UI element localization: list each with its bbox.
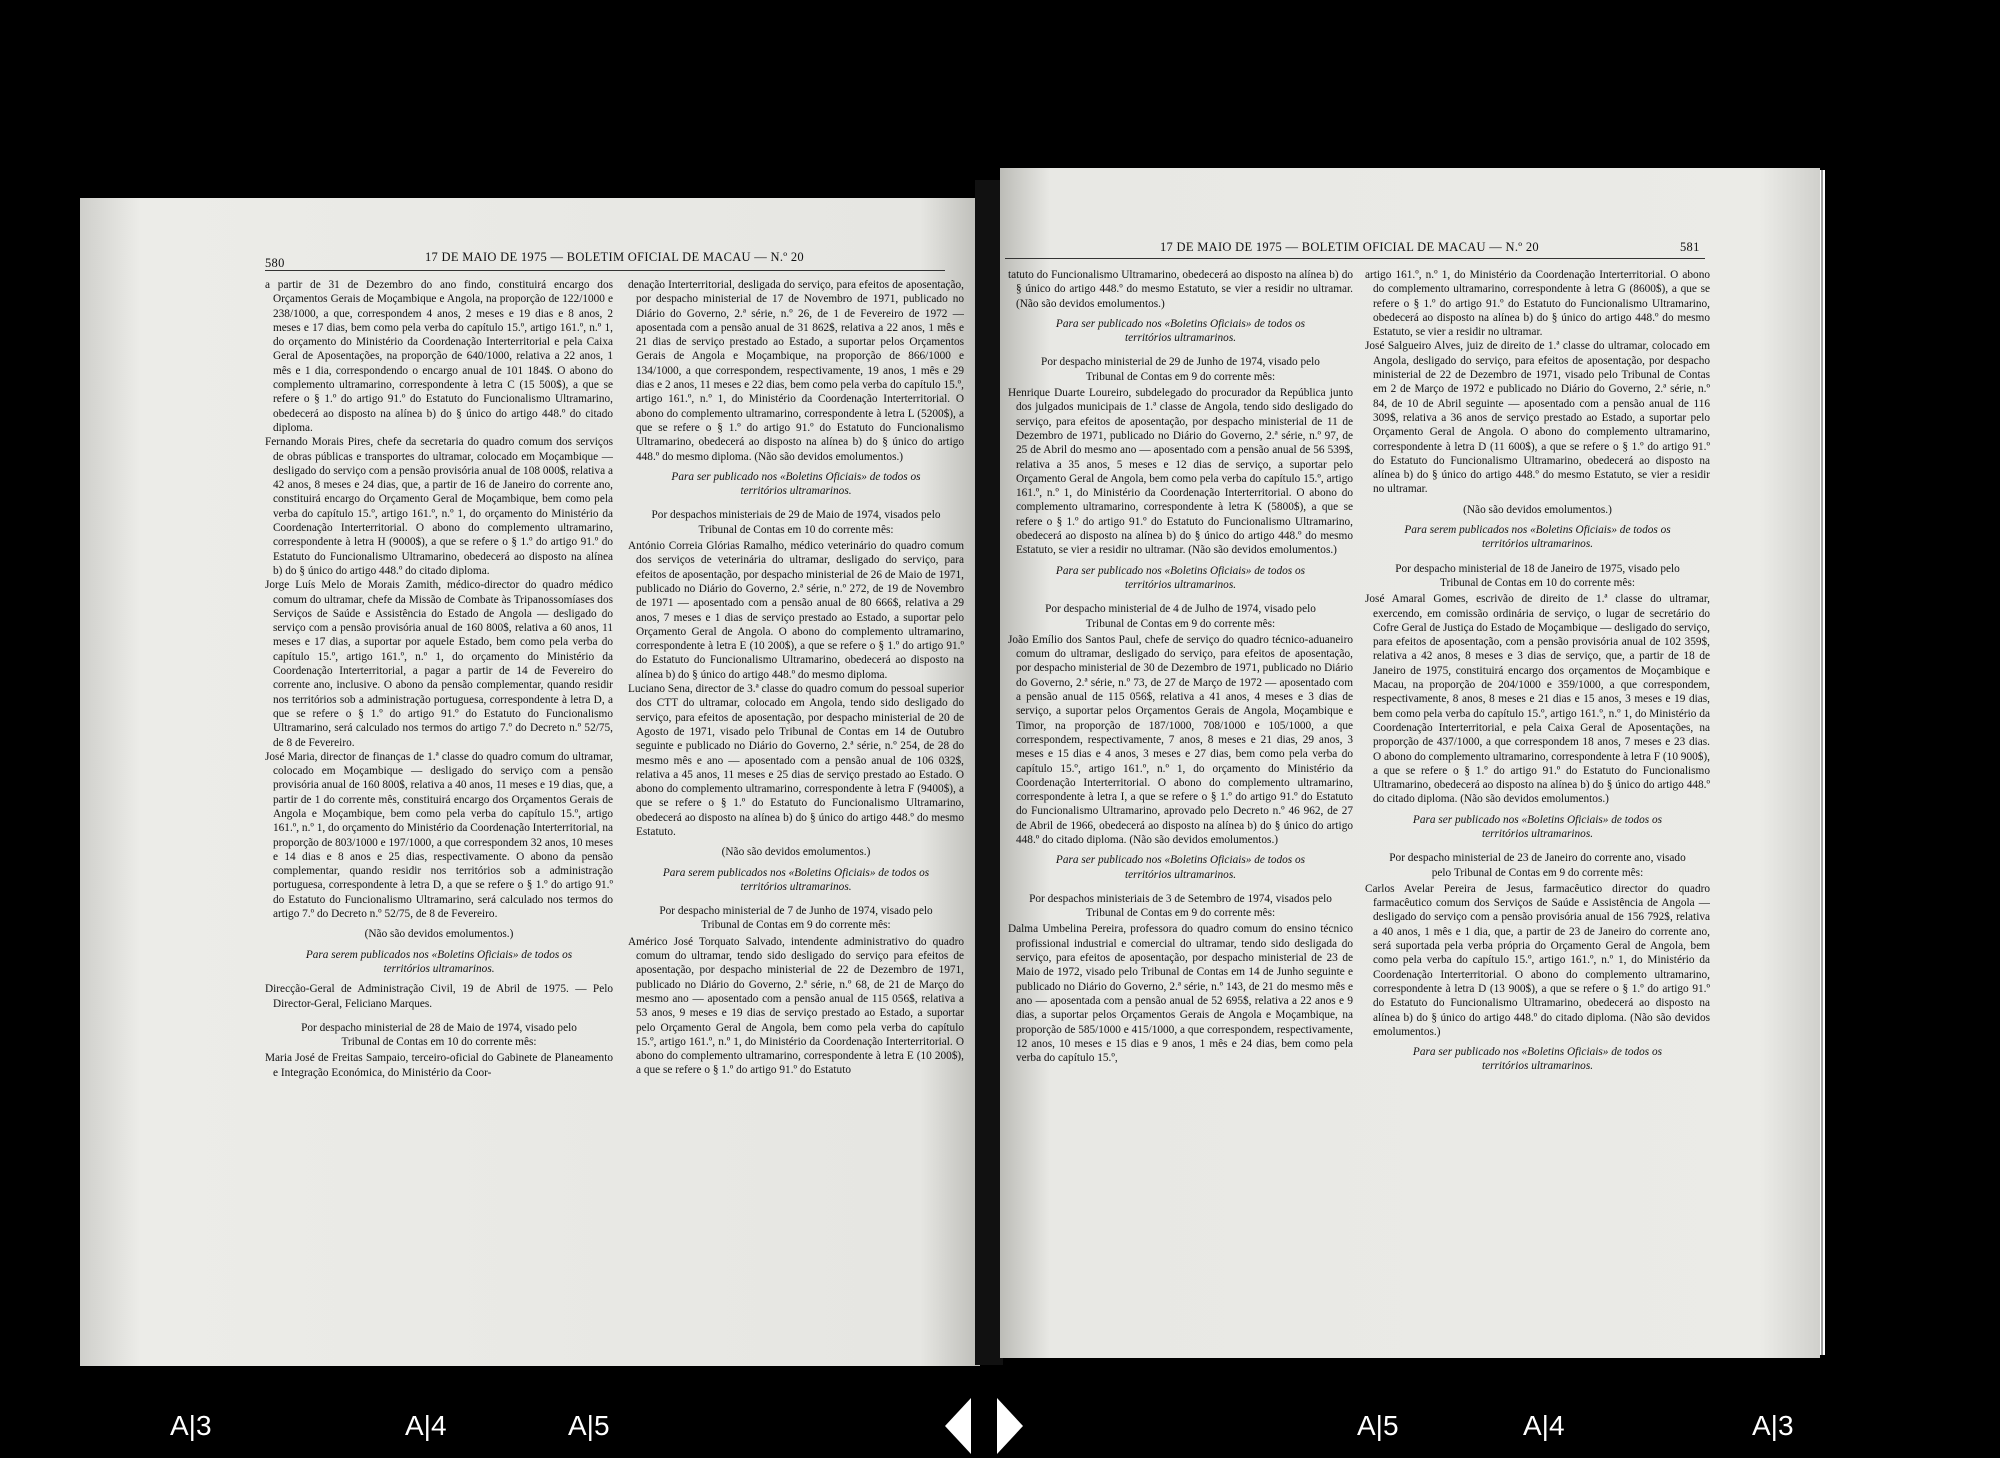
paragraph: tatuto do Funcionalismo Ultramarino, obedecerá ao disposto na alínea b) do § único do artigo 448.º do mesmo Estatuto, se vier a residir no ultramar. (Não são devidos emolumentos.): [1008, 269, 1353, 310]
publication-note: Para ser publicado nos «Boletins Oficiais» de todos os territórios ultramarinos.: [1412, 1046, 1663, 1073]
publication-note: Para ser publicado nos «Boletins Oficiais» de todos os territórios ultramarinos.: [1055, 564, 1306, 591]
publication-note: Para ser publicado nos «Boletins Oficiais» de todos os territórios ultramarinos.: [1055, 854, 1306, 881]
left-column-1: [265, 278, 613, 1318]
dispatch-heading: Por despacho ministerial de 23 de Janeiro do corrente ano, visado pelo Tribunal de Contas em 9 do corrente mês:: [1389, 852, 1686, 879]
publication-note: Para serem publicados nos «Boletins Oficiais» de todos os territórios ultramarinos.: [305, 948, 573, 975]
emoluments-note: (Não são devidos emolumentos.): [364, 928, 514, 941]
dispatch-heading: Por despacho ministerial de 28 de Maio de 1974, visado pelo Tribunal de Contas em 10 do corrente mês:: [301, 1021, 577, 1049]
paragraph: José Salgueiro Alves, juiz de direito de 1.ª classe do ultramar, colocado em Angola, desligado do serviço, para efeitos de aposentação, por despacho ministerial de 22 de Dezembro de 1971, visado pelo Tribunal de Contas em 2 de Março de 1972 e publicado no Diário do Governo, 2.ª série, n.º 84, de 10 de Abril seguinte — aposentado com a pensão anual de 116 309$, relativa a 36 anos de serviço prestado ao Estado, a suportar pelo Orçamento Geral de Angola. O abono do complemento ultramarino, correspondente à letra D (11 600$), a que se refere o § 1.º do artigo 91.º do Estatuto do Funcionalismo Ultramarino, obedecerá ao disposto na alínea b) do § único do artigo 448.º do mesmo Estatuto, se vier a residir no ultramar.: [1365, 340, 1710, 496]
paragraph: denação Interterritorial, desligada do serviço, para efeitos de aposentação, por despacho ministerial de 17 de Novembro de 1971, publicado no Diário do Governo, 2.ª série, n.º 26, de 1 de Fevereiro de 1972 — aposentada com a pensão anual de 31 862$, relativa a 22 anos, 1 mês e 21 dias de serviço prestado ao Estado, a suportar pelos Orçamentos Gerais de Angola e Moçambique, na proporção de 866/1000 e 134/1000, a que correspondem, respectivamente, 19 anos, 1 mês e 29 dias e 2 anos, 11 meses e 22 dias, bem como pela verba do capítulo 15.º, artigo 161.º, n.º 1, do Ministério da Coordenação Interterritorial. O abono do complemento ultramarino, correspondente à letra L (5200$), a que se refere o § 1.º do artigo 91.º do Estatuto do Funcionalismo Ultramarino, obedecerá ao disposto na alínea b) do § único do artigo 448.º do mesmo diploma. (Não são devidos emolumentos.): [628, 279, 964, 463]
film-arrow-right: [997, 1398, 1023, 1454]
publication-note: Para ser publicado nos «Boletins Oficiais» de todos os territórios ultramarinos.: [1412, 813, 1663, 840]
right-header-rule: [1005, 258, 1705, 259]
dispatch-heading: Por despacho ministerial de 29 de Junho de 1974, visado pelo Tribunal de Contas em 9 do corrente mês:: [1041, 356, 1320, 383]
film-mark: A|3: [1752, 1410, 1794, 1441]
paragraph: Direcção-Geral de Administração Civil, 19 de Abril de 1975. — Pelo Director-Geral, Feliciano Marques.: [265, 983, 613, 1010]
dispatch-heading: Por despacho ministerial de 18 de Janeiro de 1975, visado pelo Tribunal de Contas em 10 do corrente mês:: [1395, 562, 1680, 589]
publication-note: Para ser publicado nos «Boletins Oficiais» de todos os territórios ultramarinos.: [671, 470, 921, 498]
paragraph: José Amaral Gomes, escrivão de direito de 1.ª classe do ultramar, exercendo, em comissão ordinária de serviço, o lugar de secretário do Cofre Geral de Justiça do Estado de Moçambique — desligado do serviço, para efeitos de aposentação, com a pensão provisória anual de 102 359$, relativa a 42 anos, 8 meses e 3 dias de serviço, que, a partir de 18 de Janeiro de 1975, constituirá encargo dos orçamentos de Moçambique e Macau, na proporção de 204/1000 e 359/1000, a que correspondem, respectivamente, 8 anos, 8 meses e 21 dias e 15 anos, 3 meses e 19 dias, bem como pela verba do capítulo 15.º, artigo 161.º, n.º 1, do Ministério da Coordenação Interterritorial, e pela Caixa Geral de Aposentações, na proporção de 437/1000, a que correspondem 18 anos, 7 meses e 23 dias. O abono do complemento ultramarino, correspondente à letra F (10 900$), a que se refere o § 1.º do artigo 91.º do Estatuto do Funcionalismo Ultramarino, obedecerá ao disposto na alínea b) do § único do artigo 448.º do citado diploma. (Não são devidos emolumentos.): [1365, 593, 1710, 806]
paragraph: artigo 161.º, n.º 1, do Ministério da Coordenação Interterritorial. O abono do complemento ultramarino, correspondente à letra G (8600$), a que se refere o § 1.º do artigo 91.º do Estatuto do Funcionalismo Ultramarino, obedecerá ao disposto na alínea b) do § único do artigo 448.º do mesmo Estatuto, se vier a residir no ultramar.: [1365, 269, 1710, 339]
paragraph: José Maria, director de finanças de 1.ª classe do quadro comum do ultramar, colocado em Moçambique — desligado do serviço com a pensão provisória anual de 160 800$, relativa a 40 anos, 11 meses e 19 dias, que, a partir de 1 do corrente mês, constituirá encargo dos Orçamentos Gerais de Angola e Moçambique, bem como pela verba do capítulo 15.º, artigo 161.º, n.º 1, do orçamento do Ministério da Coordenação Interterritorial, na proporção de 803/1000 e 197/1000, a que correspondem 32 anos, 10 meses e 14 dias e 8 anos e 25 dias, respectivamente. O abono da pensão complementar, quando residir nos territórios sob a administração portuguesa, correspondente à letra D, a que se refere o § 1.º do artigo 91.º do Estatuto do Funcionalismo Ultramarino, será calculado nos termos do artigo 7.º do Decreto n.º 52/75, de 8 de Fevereiro.: [265, 750, 613, 921]
paragraph: Dalma Umbelina Pereira, professora do quadro comum do ensino técnico profissional industrial e comercial do ultramar, tendo sido desligada do serviço, para efeitos de aposentação, por despacho ministerial de 23 de Maio de 1972, visado pelo Tribunal de Contas em 14 de Junho seguinte e publicado no Diário do Governo, 2.ª série, n.º 143, de 21 do mesmo mês e ano — aposentada com a pensão anual de 52 695$, relativa a 22 anos e 9 dias, a suportar pelos Orçamentos Gerais de Angola e Moçambique, na proporção de 585/1000 e 415/1000, a que correspondem, respectivamente, 12 anos, 10 meses e 15 dias e 9 anos, 1 mês e 24 dias, bem como pela verba do capítulo 15.º,: [1008, 923, 1353, 1065]
film-mark: A|4: [405, 1410, 447, 1441]
publication-note: Para serem publicados nos «Boletins Oficiais» de todos os territórios ultramarinos.: [1404, 524, 1671, 551]
paragraph: João Emílio dos Santos Paul, chefe de serviço do quadro técnico-aduaneiro comum do ultramar, desligado do serviço, para efeitos de aposentação, por despacho ministerial de 30 de Dezembro de 1971, publicado no Diário do Governo, 2.ª série, n.º 73, de 27 de Março de 1972 — aposentado com a pensão anual de 115 056$, relativa a 41 anos, 4 meses e 3 dias de serviço, a suportar pelos Orçamentos Gerais de Angola, Moçambique e Timor, na proporção de 187/1000, 708/1000 e 105/1000, a que correspondem, respectivamente, 7 anos, 8 meses e 21 dias, 29 anos, 3 meses e 15 dias e 4 anos, 3 meses e 27 dias, bem como pela verba do capítulo 15.º, artigo 161.º, n.º 1, do orçamento do Ministério da Coordenação Interterritorial. O abono do complemento ultramarino, correspondente à letra I, a que se refere o § 1.º do artigo 91.º do Estatuto do Funcionalismo Ultramarino, aprovado pelo Decreto n.º 46 962, de 27 de Abril de 1966, obedecerá ao disposto na alínea b) do § único do artigo 448.º do citado diploma. (Não são devidos emolumentos.): [1008, 633, 1353, 846]
paragraph: Américo José Torquato Salvado, intendente administrativo do quadro comum do ultramar, tendo sido desligado do serviço para efeitos de aposentação, por despacho ministerial de 22 de Dezembro de 1971, publicado no Diário do Governo, 2.ª série, n.º 68, de 21 de Março do mesmo ano — aposentado com a pensão anual de 115 056$, relativa a 53 anos, 9 meses e 19 dias de serviço prestado ao Estado, a suportar pelo Orçamento Geral de Angola, bem como pela verba do capítulo 15.º, artigo 161.º, n.º 1, do Ministério da Coordenação Interterritorial. O abono do complemento ultramarino, correspondente à letra E (10 200$), a que se refere o § 1.º do artigo 91.º do Estatuto: [628, 935, 964, 1077]
left-page-header: 17 DE MAIO DE 1975 — BOLETIM OFICIAL DE MACAU — N.º 20: [425, 250, 804, 264]
left-header-rule: [265, 270, 945, 271]
dispatch-heading: Por despacho ministerial de 4 de Julho de 1974, visado pelo Tribunal de Contas em 9 do corrente mês:: [1045, 603, 1316, 630]
dispatch-heading: Por despacho ministerial de 7 de Junho de 1974, visado pelo Tribunal de Contas em 9 do corrente mês:: [659, 905, 933, 932]
left-page-number: 580: [265, 256, 285, 270]
left-page: [80, 198, 980, 1366]
paragraph: Carlos Avelar Pereira de Jesus, farmacêutico director do quadro farmacêutico comum dos Serviços de Saúde e Assistência de Angola — desligado do serviço com a pensão provisória anual de 156 792$, relativa a 40 anos, 1 mês e 1 dia, que, a partir de 23 de Janeiro do corrente ano, será suportada pela verba própria do Orçamento Geral de Angola, bem como pela verba do capítulo 15.º, artigo 161.º, n.º 1, do Ministério da Coordenação Interterritorial. O abono do complemento ultramarino, correspondente à letra D (13 900$), a que se refere o § 1.º do artigo 91.º do Estatuto do Funcionalismo Ultramarino, obedecerá ao disposto na alínea b) do § único do artigo 448.º do citado diploma. (Não são devidos emolumentos.): [1365, 882, 1710, 1038]
dispatch-heading: Por despachos ministeriais de 29 de Maio de 1974, visados pelo Tribunal de Contas em 10 do corrente mês:: [651, 509, 941, 536]
publication-note: Para ser publicado nos «Boletins Oficiais» de todos os territórios ultramarinos.: [1055, 317, 1306, 345]
right-page-number: 581: [1680, 240, 1700, 254]
publication-note: Para serem publicados nos «Boletins Oficiais» de todos os territórios ultramarinos.: [662, 866, 930, 893]
film-mark: A|4: [1523, 1410, 1565, 1441]
film-mark: A|3: [170, 1410, 212, 1441]
paragraph: Jorge Luís Melo de Morais Zamith, médico-director do quadro médico comum do ultramar, chefe da Missão de Combate às Tripanossomíases dos Serviços de Saúde e Assistência do Estado de Angola — desligado do serviço com a pensão provisória anual de 160 800$, relativa a 60 anos, 11 meses e 17 dias, a suportar por aquele Estado, bem como pela verba do capítulo 15.º, artigo 161.º, n.º 1, do orçamento do Ministério da Coordenação Interterritorial, a pagar a partir de 14 de Fevereiro do corrente ano, inclusive. O abono da pensão complementar, quando residir nos territórios sob a administração portuguesa, correspondente à letra D, a que se refere o § 1.º do artigo 91.º do Estatuto do Funcionalismo Ultramarino, será calculado nos termos do artigo 7.º do Decreto n.º 52/75, de 8 de Fevereiro.: [265, 579, 613, 749]
book-spine: [975, 180, 1003, 1365]
right-column-1: [1008, 268, 1353, 1298]
paragraph: Maria José de Freitas Sampaio, terceiro-oficial do Gabinete de Planeamento e Integração Económica, do Ministério da Coor-: [265, 1052, 613, 1079]
right-page-header: 17 DE MAIO DE 1975 — BOLETIM OFICIAL DE MACAU — N.º 20: [1160, 240, 1539, 254]
film-arrow-left: [945, 1398, 971, 1454]
right-column-2: [1365, 268, 1710, 1298]
film-mark: A|5: [568, 1410, 610, 1441]
paragraph: Henrique Duarte Loureiro, subdelegado do procurador da República junto dos julgados municipais de 1.ª classe de Angola, tendo sido desligado do serviço, para efeitos de aposentação, por despacho ministerial de 11 de Dezembro de 1971, publicado no Diário do Governo, 2.ª série, n.º 97, de 25 de Abril do mesmo ano — aposentado com a pensão anual de 56 539$, relativa a 35 anos, 5 meses e 12 dias de serviço, a suportar pelo Orçamento Geral de Angola, bem como pela verba do capítulo 15.º, artigo 161.º, n.º 1, do Ministério da Coordenação Interterritorial. O abono do complemento ultramarino, correspondente à letra K (5800$), a que se refere o § 1.º do artigo 91.º do Estatuto do Funcionalismo Ultramarino, obedecerá ao disposto na alínea b) do § único do artigo 448.º do mesmo Estatuto, se vier a residir no ultramar. (Não são devidos emolumentos.): [1008, 387, 1353, 557]
paragraph: António Correia Glórias Ramalho, médico veterinário do quadro comum dos serviços de veterinária do ultramar, desligado do serviço, para efeitos de aposentação, por despacho ministerial de 26 de Maio de 1971, publicado no Diário do Governo, 2.ª série, n.º 272, de 19 de Novembro de 1971 — aposentado com a pensão anual de 80 666$, relativa a 29 anos, 7 meses e 1 dias de serviço prestado ao Estado, a suportar pelo Orçamento Geral de Angola. O abono do complemento ultramarino, correspondente à letra E (10 200$), a que se refere o § 1.º do artigo 91.º do Estatuto do Funcionalismo Ultramarino, obedecerá ao disposto na alínea b) do § único do artigo 448.º do mesmo diploma.: [628, 540, 964, 681]
left-column-2: [628, 278, 964, 1318]
paragraph: Fernando Morais Pires, chefe da secretaria do quadro comum dos serviços de obras públicas e transportes do ultramar, colocado em Moçambique — desligado do serviço com a pensão provisória anual de 108 000$, relativa a 42 anos, 8 meses e 24 dias, que, a partir de 16 de Janeiro do corrente ano, constituirá encargo do Orçamento Geral de Moçambique, bem como pela verba do capítulo 15.º, artigo 161.º, n.º 1, do orçamento do Ministério da Coordenação Interterritorial. O abono do complemento ultramarino, correspondente à letra H (9000$), a que se refere o § 1.º do artigo 91.º do Estatuto do Funcionalismo Ultramarino, obedecerá ao disposto na alínea b) do § único do artigo 448.º do citado diploma.: [265, 436, 613, 577]
paragraph: Luciano Sena, director de 3.ª classe do quadro comum do pessoal superior dos CTT do ultramar, colocado em Angola, tendo sido desligado do serviço, para efeitos de aposentação, por despacho ministerial de 20 de Agosto de 1971, visado pelo Tribunal de Contas em 14 de Outubro seguinte e publicado no Diário do Governo, 2.ª série, n.º 254, de 28 do mesmo mês e ano — aposentado com a pensão anual de 106 032$, relativa a 45 anos, 11 meses e 25 dias de serviço prestado ao Estado. O abono do complemento ultramarino, correspondente à letra F (9400$), a que se refere o § 1.º do Estatuto do Funcionalismo Ultramarino, obedecerá ao disposto na alínea b) do § único do artigo 448.º do mesmo Estatuto.: [628, 683, 964, 838]
paragraph: a partir de 31 de Dezembro do ano findo, constituirá encargo dos Orçamentos Gerais de Moçambique e Angola, na proporção de 122/1000 e 238/1000, a que, correspondem 4 anos, 2 meses e 19 dias e 8 anos, 2 meses e 17 dias, bem como pela verba do capítulo 15.º, artigo 161.º, n.º 1, do orçamento do Ministério da Coordenação Interterritorial e pela Caixa Geral de Aposentações, na proporção de 640/1000, relativa a 22 anos, 1 mês e 1 dia, correspondendo o encargo anual de 101 184$. O abono do complemento ultramarino, correspondente à letra C (15 500$), a que se refere o § 1.º do artigo 91.º do Estatuto do Funcionalismo Ultramarino, obedecerá ao disposto na alínea b) do § único do artigo 448.º do citado diploma.: [265, 279, 613, 434]
emoluments-note: (Não são devidos emolumentos.): [721, 846, 871, 859]
emoluments-note: (Não são devidos emolumentos.): [1463, 503, 1612, 516]
right-page: [1000, 168, 1820, 1358]
dispatch-heading: Por despachos ministeriais de 3 de Setembro de 1974, visados pelo Tribunal de Contas em 9 do corrente mês:: [1029, 892, 1332, 920]
film-mark: A|5: [1357, 1410, 1399, 1441]
